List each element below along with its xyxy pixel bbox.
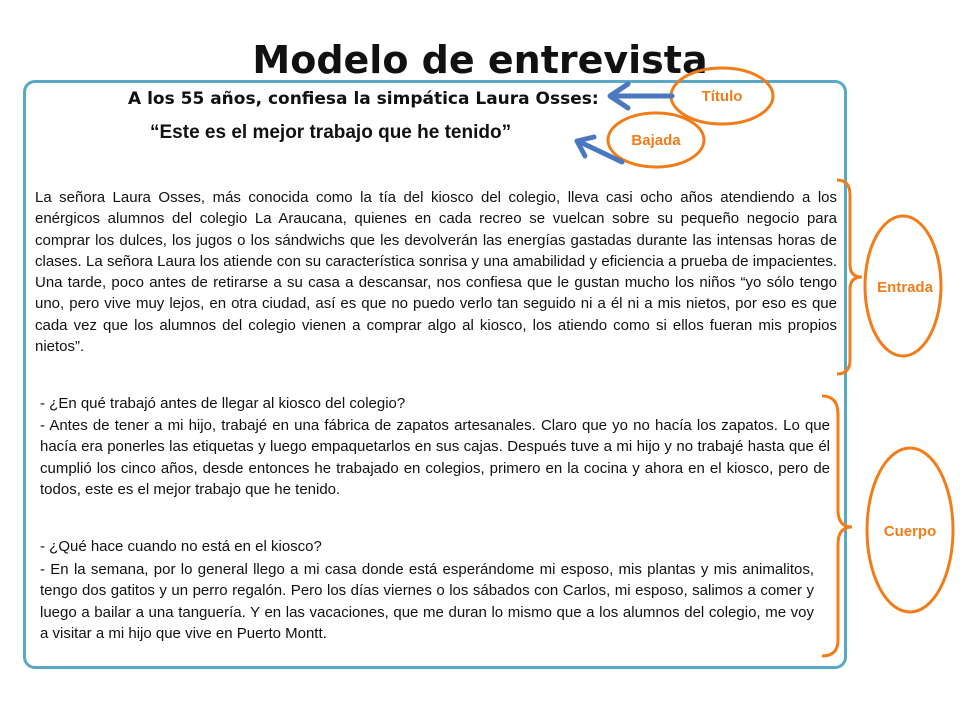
bajada-label: Bajada [631,132,681,149]
cuerpo-label: Cuerpo [883,523,937,540]
answer-2: - En la semana, por lo general llego a mi casa donde está esperándome mi esposo, mis plantas y mis animalitos, tengo dos gatitos y un perro regalón. Pero los días viernes o los sábados con Carlos, mi esposo, salimos a comer y luego a bailar a una tanguería. Y en las vacaciones, que me duran lo mismo que a los alumnos del colegio, me voy a visitar a mi hijo que vive en Puerto Montt. [40,561,814,642]
article-subtitle: “Este es el mejor trabajo que he tenido” [150,122,512,143]
question-1: - ¿En qué trabajó antes de llegar al kiosco del colegio? [40,395,406,412]
answer-1: - Antes de tener a mi hijo, trabajé en una fábrica de zapatos artesanales. Claro que yo no hacía los zapatos. Lo que hacía era ponerles las etiquetas y luego empaquetarlos en sus cajas. Después tuve a mi hijo y no trabajé hasta que él cumplió los cinco años, desde entonces he trabajado en colegios, primero en la cocina y ahora en el kiosco, pero de todos, este es el mejor trabajo que he tenido. [40,417,830,498]
page-title: Modelo de entrevista [252,38,708,82]
entrada-ellipse [865,216,941,356]
cuerpo-ellipse [867,448,953,612]
question-2: - ¿Qué hace cuando no está en el kiosco? [40,538,322,555]
article-title: A los 55 años, confiesa la simpática Laura Osses: [128,89,599,109]
entrada-label: Entrada [877,279,933,296]
titulo-label: Título [701,88,743,105]
entrada-paragraph: La señora Laura Osses, más conocida como la tía del kiosco del colegio, lleva casi ocho años atendiendo a los enérgicos alumnos del colegio La Araucana, quienes en cada recreo se vuelcan sobre su pequeño negocio para comprar los dulces, los jugos o los sándwichs que les devolverán las energías gastadas durante las intensas horas de clases. La señora Laura los atiende con su característica sonrisa y una amabilidad y eficiencia a prueba de impacientes. Una tarde, poco antes de retirarse a su casa a descansar, nos confiesa que le gustan mucho los niños “yo sólo tengo uno, pero vive muy lejos, en otra ciudad, así es que no puedo verlo tan seguido ni a él ni a mis nietos, por eso es que cada vez que los alumnos del colegio vienen a comprar algo al kiosco, los atiendo como si ellos fueran mis propios nietos”. [35,189,837,356]
